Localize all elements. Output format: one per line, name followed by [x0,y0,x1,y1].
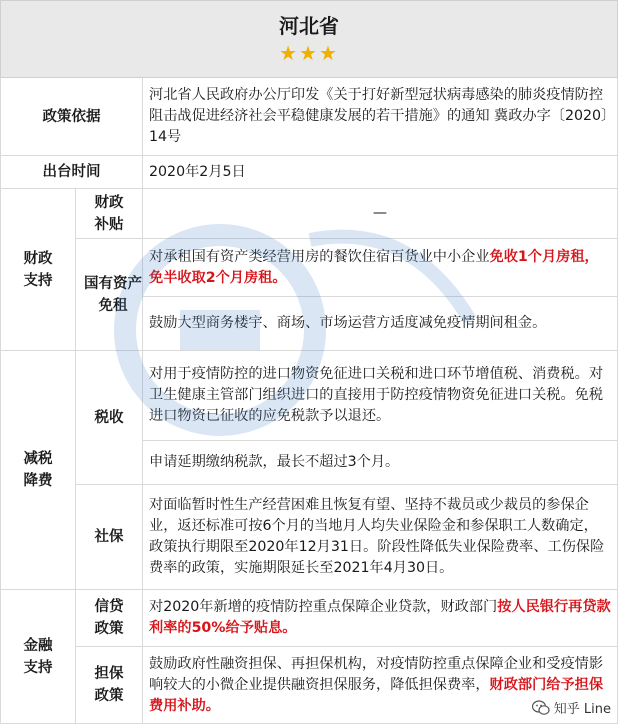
footer-text: 知乎 Line [553,702,611,717]
credit-policy-text: 对2020年新增的疫情防控重点保障企业贷款，财政部门 [149,599,498,615]
subsidy-label-text: 财政补贴 [94,194,124,233]
basis-label: 政策依据 [1,78,143,156]
rent-label-text: 国有资产免租 [84,275,142,314]
subsidy-label [76,189,143,239]
guarantee-label-text: 担保政策 [94,666,124,704]
finance-label [1,590,76,724]
tax-sub-label: 税收 [76,351,143,485]
rent-policy-2: 鼓励大型商务楼宇、商场、市场运营方适度减免疫情期间租金。 [143,297,618,351]
rent-policy-1-text: 对承租国有资产类经营用房的餐饮住宿百货业中小企业 [149,248,490,265]
tax-policy-2: 申请延期缴纳税款，最长不超过3个月。 [143,441,618,485]
guarantee-label [76,647,143,724]
credit-label [76,590,143,647]
table-header [1,1,618,78]
footer-credit [532,698,611,717]
tax-label [1,351,76,590]
rent-policy-1 [143,239,618,297]
wechat-icon [532,700,550,716]
tax-policy-1: 对用于疫情防控的进口物资免征进口关税和进口环节增值税、消费税。对卫生健康主管部门组织进口的直接用于防控疫情物资免征进口关税。免税进口物资已征收的应免税款予以退还。 [143,351,618,441]
basis-text: 河北省人民政府办公厅印发《关于打好新型冠状病毒感染的肺炎疫情防控阻击战促进经济社会平稳健康发展的若干措施》的通知 冀政办字〔2020〕14号 [143,78,618,156]
subsidy-value: — [143,189,618,239]
date-label: 出台时间 [1,156,143,189]
credit-label-text: 信贷政策 [94,599,124,637]
rent-policy-1-emphasis: 免收1个月房租，免半收取2个月房租。 [149,248,599,286]
guarantee-policy-emphasis: 财政部门给予担保费用补助。 [149,676,604,714]
date-value: 2020年2月5日 [143,156,618,189]
finance-label-text: 金融支持 [23,637,53,676]
province-title: 河北省 [279,14,339,38]
fiscal-label [1,189,76,351]
credit-policy [143,590,618,647]
social-policy: 对面临暂时性生产经营困难且恢复有望、坚持不裁员或少裁员的参保企业，返还标准可按6个月的当地月人均失业保险金和参保职工人数确定，政策执行期限至2020年12月31日。阶段性降低失业保险费率、工伤保险费率的政策，实施期限延长至2021年4月30日。 [143,485,618,590]
guarantee-policy-text: 鼓励政府性融资担保、再担保机构，对疫情防控重点保障企业和受疫情影响较大的小微企业提供融资担保服务，降低担保费率， [149,655,604,693]
rating-stars: ★★★ [279,41,339,65]
rent-label [76,239,143,351]
credit-policy-emphasis: 按人民银行再贷款利率的50%给予贴息。 [149,599,611,636]
tax-label-text: 减税降费 [23,451,53,489]
social-label: 社保 [76,485,143,590]
fiscal-label-text: 财政支持 [23,250,53,289]
